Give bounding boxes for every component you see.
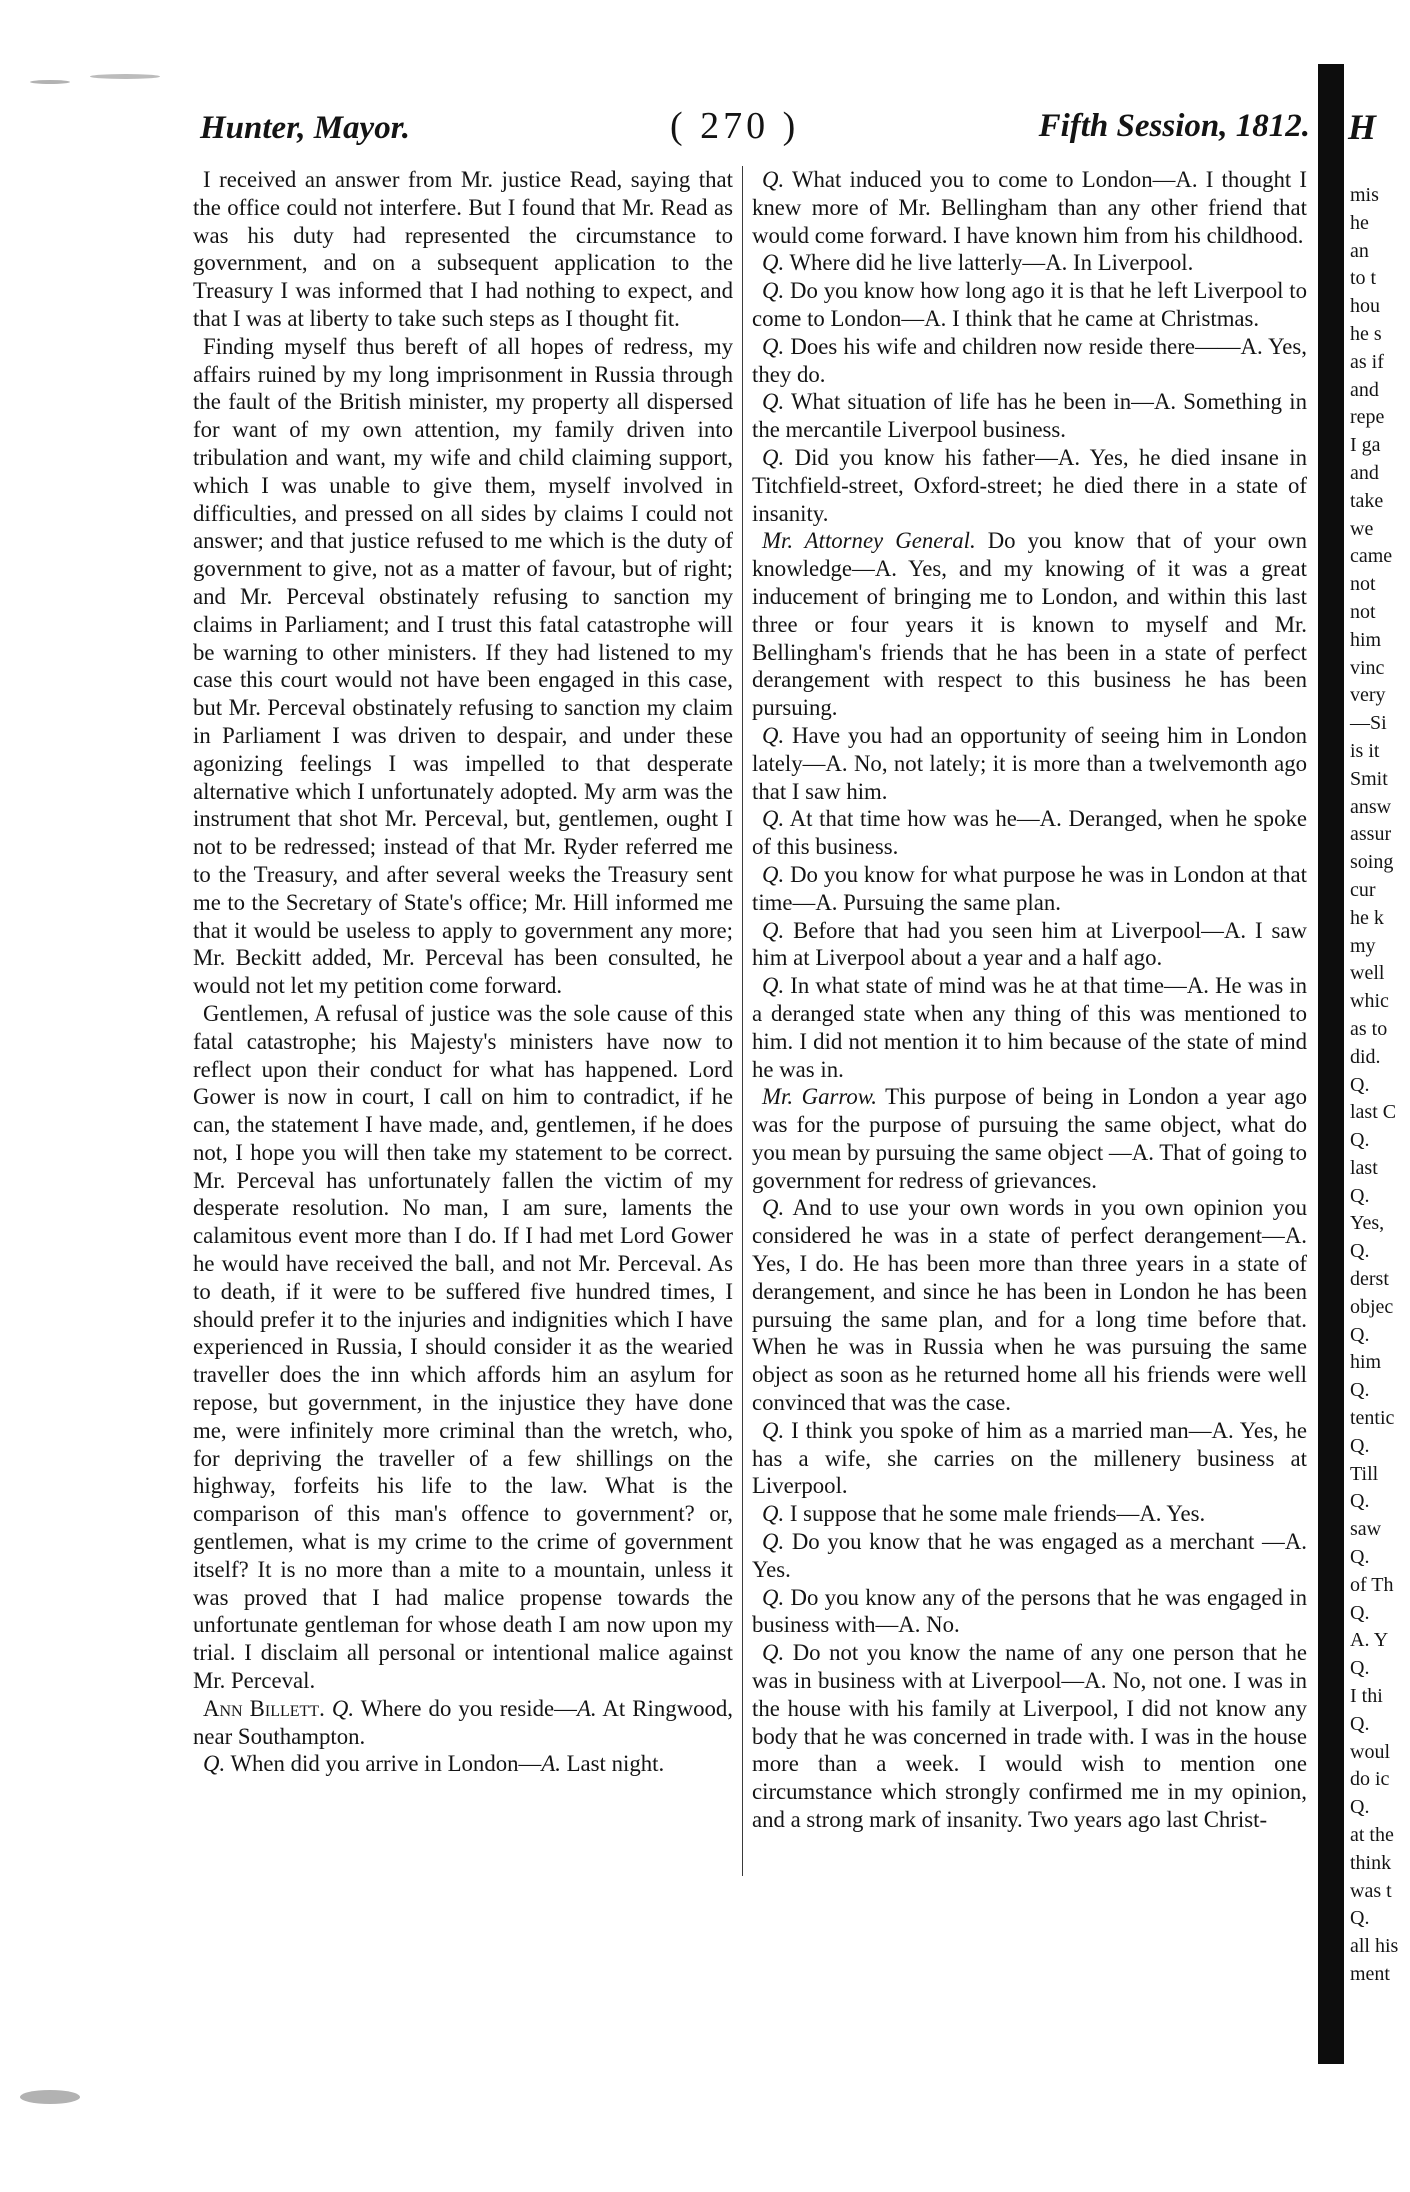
edge-fragment: Q. (1350, 1796, 1370, 1819)
edge-fragment: he k (1350, 906, 1384, 929)
edge-fragment: Q. (1350, 1240, 1370, 1263)
edge-fragment: Q. (1350, 1907, 1370, 1930)
edge-fragment: do ic (1350, 1768, 1390, 1791)
qa-text: This purpose of being in London a year ago was for the purpose of pursuing the same object, what do you mean by pursuing the same object —A. That of going to government for redress of grievances. (752, 1084, 1307, 1193)
edge-fragment: to t (1350, 267, 1377, 290)
edge-fragment: as to (1350, 1017, 1388, 1040)
qa-paragraph (752, 1417, 1307, 1500)
qa-text: Before that had you seen him at Liverpool—A. I saw him at Liverpool about a year and a half ago. (752, 917, 1307, 971)
left-column (193, 166, 733, 1778)
qa-paragraph (752, 1584, 1307, 1640)
edge-fragment: Q. (1350, 1129, 1370, 1152)
qa-paragraph (752, 249, 1307, 277)
qa-paragraph (752, 527, 1307, 722)
edge-fragment: Q. (1350, 1601, 1370, 1624)
edge-fragment: of Th (1350, 1573, 1394, 1596)
answer-text: At Ringwood, near Southampton. (193, 1695, 733, 1749)
edge-fragment: last C (1350, 1101, 1397, 1124)
edge-fragment: objec (1350, 1295, 1394, 1318)
qa-paragraph (752, 388, 1307, 444)
qa-paragraph (752, 917, 1307, 973)
edge-fragment: was t (1350, 1879, 1392, 1902)
qa-text: Does his wife and children now reside there——A. Yes, they do. (752, 333, 1307, 387)
qa-paragraph (752, 805, 1307, 861)
edge-fragment: Q. (1350, 1184, 1370, 1207)
edge-fragment: Q. (1350, 1546, 1370, 1569)
qa-paragraph (752, 277, 1307, 333)
qa-text: Do not you know the name of any one person that he was in business with at Liverpool—A. No, not one. I was in the house with his family at Liverpool, I did not know any body that he was concerned in trade with. I was in the house more than a week. I would wish to mention one circumstance which strongly confirmed me in my opinion, and a strong mark of insanity. Two years ago last Christ- (752, 1640, 1307, 1833)
speaker-label: Q. (762, 444, 785, 470)
speaker-label: Q. (762, 1417, 785, 1443)
speaker-label: Mr. Garrow. (762, 1084, 877, 1110)
qa-paragraph (752, 972, 1307, 1083)
edge-fragment: and (1350, 378, 1379, 401)
scan-speck (20, 2090, 80, 2104)
qa-text: I think you spoke of him as a married man—A. Yes, he has a wife, she carries on the millenery business at Liverpool. (752, 1417, 1307, 1499)
edge-fragment: soing (1350, 851, 1394, 874)
speaker-label: Mr. Attorney General. (762, 528, 976, 554)
speaker-label: Q. (762, 1501, 785, 1527)
page-number: ( 270 ) (670, 105, 800, 147)
qa-paragraph (752, 1639, 1307, 1834)
edge-fragment: —Si (1350, 712, 1387, 735)
edge-fragment: Q. (1350, 1073, 1370, 1096)
qa-paragraph (752, 1083, 1307, 1194)
edge-fragment: he (1350, 211, 1369, 234)
edge-fragment: think (1350, 1851, 1392, 1874)
qa-paragraph (752, 1194, 1307, 1416)
question-label: Q. (203, 1751, 226, 1777)
next-page-fragments (1350, 182, 1410, 1989)
edge-fragment: my (1350, 934, 1376, 957)
edge-fragment: Q. (1350, 1379, 1370, 1402)
book-spine-shadow (1318, 64, 1344, 2064)
edge-fragment: repe (1350, 406, 1385, 429)
answer-label: A. (576, 1695, 597, 1721)
edge-fragment: answ (1350, 795, 1392, 818)
right-column (752, 166, 1307, 1834)
edge-fragment: I ga (1350, 434, 1381, 457)
qa-text: Where did he live latterly—A. In Liverpool. (784, 250, 1194, 276)
edge-fragment: tentic (1350, 1407, 1395, 1430)
qa-paragraph (752, 1528, 1307, 1584)
qa-text: Do you know how long ago it is that he left Liverpool to come to London—A. I think that he came at Christmas. (752, 278, 1307, 331)
qa-paragraph (752, 166, 1307, 249)
edge-fragment: woul (1350, 1740, 1390, 1763)
edge-fragment: last (1350, 1156, 1378, 1179)
qa-text: And to use your own words in you own opinion you considered he was in a state of perfect derangement—A. Yes, I do. He has been more than three years in a state of derangement, and since he has been in London he has been pursuing the same plan, and for a long time before that. When he was in Russia when he was pursuing the same object as soon as he returned home all his friends were well convinced that was the case. (752, 1195, 1307, 1416)
edge-fragment: Till (1350, 1462, 1379, 1485)
qa-paragraph (193, 1750, 733, 1778)
edge-fragment: Yes, (1350, 1212, 1385, 1235)
question-text: When did you arrive in London— (225, 1751, 542, 1777)
answer-label: A. (541, 1751, 561, 1777)
qa-text: Do you know that he was engaged as a merchant —A. Yes. (752, 1529, 1307, 1582)
qa-paragraph (752, 861, 1307, 917)
edge-fragment: Q. (1350, 1490, 1370, 1513)
edge-fragment: as if (1350, 350, 1384, 373)
edge-fragment: take (1350, 489, 1384, 512)
qa-paragraph (752, 722, 1307, 805)
edge-fragment: we (1350, 517, 1374, 540)
qa-paragraph (752, 1500, 1307, 1528)
edge-fragment: ment (1350, 1963, 1390, 1985)
speaker-label: Q. (762, 861, 785, 887)
edge-fragment: he s (1350, 322, 1382, 345)
edge-fragment: Q. (1350, 1434, 1370, 1457)
qa-paragraph (752, 333, 1307, 389)
speaker-label: Q. (762, 1195, 785, 1221)
speaker-label: Q. (762, 278, 785, 304)
question-label: Q. (331, 1695, 355, 1721)
edge-fragment: not (1350, 573, 1376, 596)
speaker-label: Q. (762, 1529, 785, 1555)
edge-fragment: Q. (1350, 1712, 1370, 1735)
edge-fragment: not (1350, 600, 1376, 623)
edge-fragment: I thi (1350, 1685, 1383, 1708)
qa-paragraph (752, 444, 1307, 527)
next-page-edge (1348, 106, 1399, 1985)
qa-text: In what state of mind was he at that time—A. He was in a deranged state when any thing of this was mentioned to him. I did not mention it to him because of the state of mind he was in. (752, 973, 1307, 1082)
edge-fragment: an (1350, 239, 1369, 262)
edge-fragment: Q. (1350, 1323, 1370, 1346)
qa-text: Do you know any of the persons that he was engaged in business with—A. No. (752, 1584, 1307, 1638)
column-divider (742, 166, 743, 1876)
qa-text: Did you know his father—A. Yes, he died insane in Titchfield-street, Oxford-street; he died there in a state of insanity. (752, 444, 1307, 526)
edge-fragment: him (1350, 1351, 1382, 1374)
qa-text: What situation of life has he been in—A. Something in the mercantile Liverpool business. (752, 389, 1307, 443)
speaker-label: Q. (762, 917, 785, 943)
answer-text: Last night. (560, 1751, 665, 1777)
edge-fragment: Smit (1350, 767, 1388, 790)
speaker-label: Q. (762, 722, 785, 748)
scan-speck (90, 74, 160, 79)
next-page-running-head: H (1348, 107, 1377, 147)
speaker-label: Q. (762, 806, 785, 832)
paragraph: Finding myself thus bereft of all hopes of redress, my affairs ruined by my long imprisonment in Russia through the fault of the British minister, my property all dispersed for want of my own attention, my family driven into tribulation and want, my wife and child claiming support, which I was unable to give them, myself involved in difficulties, and pressed on all sides by claims I could not answer; and that justice refused to me which is the duty of government to give, not as a matter of favour, but of right; and Mr. Perceval obstinately refusing to sanction my claims in Parliament; and I trust this fatal catastrophe will be warning to other ministers. If they had listened to my case this court would not have been engaged in this case, but Mr. Perceval obstinately refusing to sanction my claim in Parliament I was driven to despair, and under these agonizing feelings I was impelled to that desperate alternative which I unfortunately adopted. My arm was the instrument that shot Mr. Perceval, but, gentlemen, ought I not to be redressed; instead of that Mr. Ryder referred me to the Treasury, and after several weeks the Treasury sent me to the Secretary of State's office; Mr. Hill informed me that it would be useless to apply to government any more; Mr. Beckitt added, Mr. Perceval has been consulted, he would not let my petition come forward. (193, 333, 733, 999)
edge-fragment: well (1350, 962, 1385, 985)
edge-fragment: vinc (1350, 656, 1385, 679)
running-head-right: Fifth Session, 1812. (1038, 108, 1310, 144)
edge-fragment: saw (1350, 1518, 1382, 1541)
speaker-label: Q. (762, 389, 785, 415)
edge-fragment: did. (1350, 1045, 1381, 1068)
speaker-label: Q. (762, 1584, 785, 1610)
qa-text: I suppose that he some male friends—A. Yes. (784, 1501, 1206, 1527)
paragraph: I received an answer from Mr. justice Read, saying that the office could not interfere. But I found that Mr. Read as was his duty had represented the circumstance to government, and on a subsequent application to the Treasury I was informed that I had nothing to expect, and that I was at liberty to take such steps as I thought fit. (193, 167, 733, 331)
witness-paragraph (193, 1695, 733, 1751)
edge-fragment: cur (1350, 878, 1376, 901)
edge-fragment: very (1350, 684, 1386, 707)
edge-fragment: at the (1350, 1824, 1394, 1847)
edge-fragment: A. Y (1350, 1629, 1389, 1652)
edge-fragment: whic (1350, 990, 1389, 1013)
edge-fragment: and (1350, 461, 1379, 484)
edge-fragment: hou (1350, 295, 1380, 318)
speaker-label: Q. (762, 973, 785, 999)
edge-fragment: assur (1350, 823, 1392, 846)
qa-text: Have you had an opportunity of seeing him in London lately—A. No, not lately; it is more than a twelvemonth ago that I saw him. (752, 722, 1307, 804)
running-head-left: Hunter, Mayor. (200, 110, 410, 146)
edge-fragment: derst (1350, 1268, 1389, 1291)
speaker-label: Q. (762, 250, 785, 276)
qa-text: Do you know for what purpose he was in London at that time—A. Pursuing the same plan. (752, 861, 1307, 915)
scan-speck (30, 80, 70, 84)
edge-fragment: all his (1350, 1935, 1399, 1958)
qa-text: What induced you to come to London—A. I thought I knew more of Mr. Bellingham than any other friend that would come forward. I have known him from his childhood. (752, 167, 1307, 248)
edge-fragment: mis (1350, 184, 1379, 206)
speaker-label: Q. (762, 167, 785, 192)
edge-fragment: Q. (1350, 1657, 1370, 1680)
edge-fragment: him (1350, 628, 1382, 651)
page-header (200, 104, 1310, 150)
speaker-label: Q. (762, 1640, 785, 1666)
edge-fragment: is it (1350, 739, 1380, 762)
question-text: Where do you reside— (354, 1695, 577, 1721)
edge-fragment: came (1350, 545, 1393, 568)
witness-name: Ann Billett. (203, 1695, 325, 1721)
paragraph: Gentlemen, A refusal of justice was the sole cause of this fatal catastrophe; his Majesty's ministers have now to reflect upon their conduct for what has happened. Lord Gower is now in court, I call on him to contradict, if he can, the statement I have made, and, gentlemen, if he does not, I hope you will then take my statement to be correct. Mr. Perceval has unfortunately fallen the victim of my desperate resolution. No man, I am sure, laments the calamitous event more than I do. If I had met Lord Gower he would have received the ball, and not Mr. Perceval. As to death, if it were to be suffered five hundred times, I should prefer it to the injuries and indignities which I have experienced in Russia, I should consider it as the wearied traveller does the inn which affords him an asylum for repose, but government, in the injustice they have done me, were infinitely more criminal than the wretch, who, for depriving the traveller of a few shillings on the highway, forfeits his life to the law. What is the comparison of this man's offence to government? or, gentlemen, what is my crime to the crime of government itself? It is no more than a mite to a mountain, unless it was proved that I had malice propense towards the unfortunate gentleman for whose death I am now upon my trial. I disclaim all personal or intentional malice against Mr. Perceval. (193, 1000, 733, 1694)
qa-text: Do you know that of your own knowledge—A. Yes, and my knowing of it was a great inducement of bringing me to London, and within this last three or four years it is known to myself and Mr. Bellingham's friends that he has been in a state of perfect derangement with respect to this business he has been pursuing. (752, 528, 1307, 721)
speaker-label: Q. (762, 333, 785, 359)
qa-text: At that time how was he—A. Deranged, when he spoke of this business. (752, 806, 1307, 860)
